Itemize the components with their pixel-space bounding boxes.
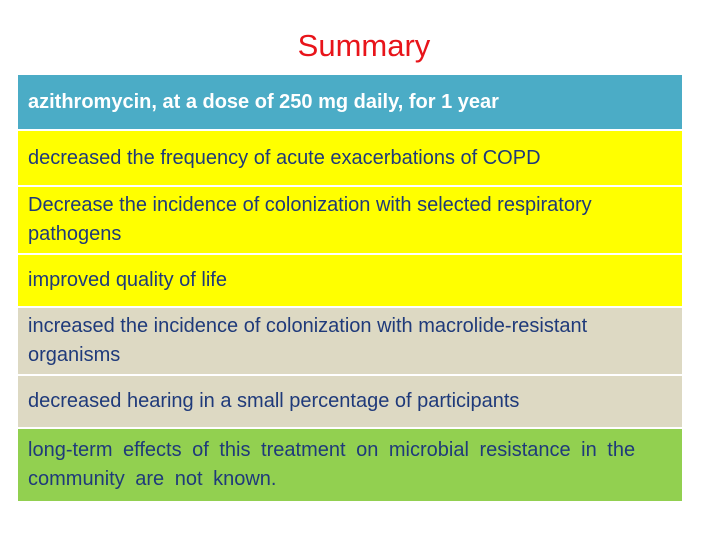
row-text: azithromycin, at a dose of 250 mg daily, for 1 year: [28, 90, 499, 113]
table-row: [18, 376, 682, 429]
table-row: [18, 429, 682, 503]
table-row: [18, 187, 682, 255]
table-row: [18, 255, 682, 308]
table-row: [18, 131, 682, 187]
table-row: [18, 75, 682, 131]
row-text: long-term effects of this treatment on microbial resistance in the community are not known.: [28, 439, 636, 490]
summary-table: [18, 75, 682, 503]
row-text: decreased the frequency of acute exacerbations of COPD: [28, 146, 541, 169]
row-text: improved quality of life: [28, 269, 227, 291]
table-row: [18, 308, 682, 376]
page-title: Summary: [297, 28, 431, 63]
row-text: increased the incidence of colonization with macrolide-resistant organisms: [28, 315, 588, 366]
row-text: decreased hearing in a small percentage of participants: [28, 390, 520, 412]
row-text: Decrease the incidence of colonization with selected respiratory pathogens: [28, 194, 592, 245]
